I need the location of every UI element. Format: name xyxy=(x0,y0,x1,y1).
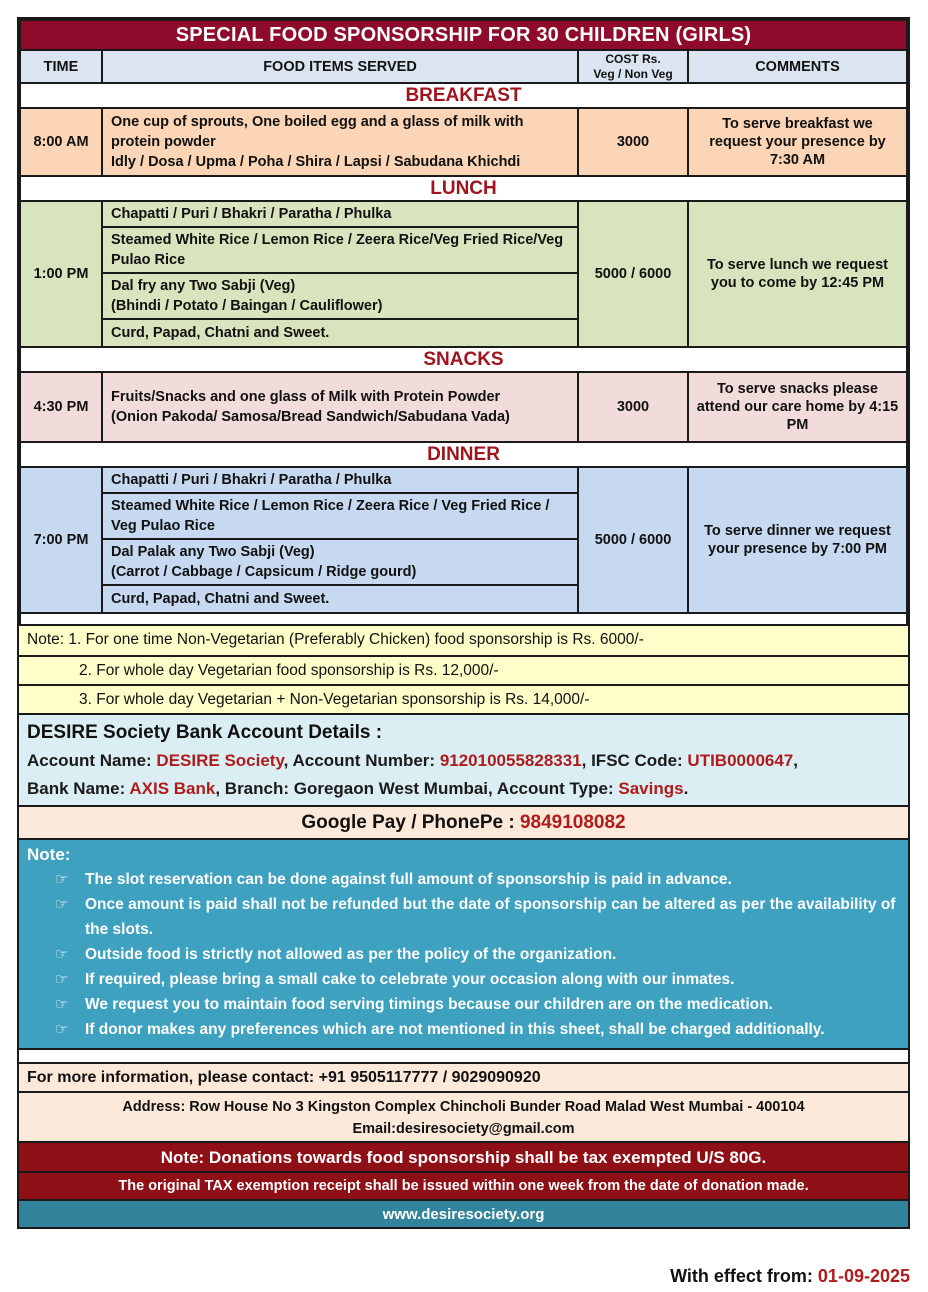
effective-date xyxy=(670,1266,910,1287)
table-row-dinner xyxy=(20,467,907,493)
header-time: TIME xyxy=(20,50,102,83)
snacks-time: 4:30 PM xyxy=(20,372,102,442)
pointing-hand-icon: ☞ xyxy=(55,871,69,888)
bank-name-label: Bank Name: xyxy=(27,779,130,798)
breakfast-comment: To serve breakfast we request your presence by 7:30 AM xyxy=(688,108,907,176)
table-row-breakfast xyxy=(20,108,907,176)
table-row-snacks xyxy=(20,372,907,442)
food-item: Chapatti / Puri / Bhakri / Paratha / Phulka xyxy=(102,201,578,227)
rule-item xyxy=(27,1017,900,1042)
rule-item xyxy=(27,892,900,942)
address: Address: Row House No 3 Kingston Complex Chincholi Bunder Road Malad West Mumbai - 400104 xyxy=(122,1099,805,1115)
bank-details xyxy=(19,713,908,805)
bank-name: AXIS Bank xyxy=(129,779,216,798)
rule-item xyxy=(27,992,900,1017)
bank-title: DESIRE Society Bank Account Details : xyxy=(27,722,383,743)
pointing-hand-icon: ☞ xyxy=(55,896,69,913)
rule-text: If required, please bring a small cake to celebrate your occasion along with our inmates. xyxy=(85,971,735,988)
price-note-3: 3. For whole day Vegetarian + Non-Vegetarian sponsorship is Rs. 14,000/- xyxy=(19,684,908,713)
header-cost-line1: COST Rs. xyxy=(605,51,661,66)
rules-note xyxy=(19,838,908,1048)
account-name: DESIRE Society xyxy=(156,751,284,770)
food-item: Fruits/Snacks and one glass of Milk with Protein Powder xyxy=(111,389,501,405)
section-lunch: LUNCH xyxy=(20,176,907,201)
address-block xyxy=(19,1091,908,1141)
tax-receipt-note: The original TAX exemption receipt shall be issued within one week from the date of donation made. xyxy=(19,1171,908,1199)
food-item-line: (Bhindi / Potato / Baingan / Cauliflower) xyxy=(111,298,383,314)
food-item: (Onion Pakoda/ Samosa/Bread Sandwich/Sabudana Vada) xyxy=(111,409,510,425)
punctuation: , xyxy=(793,751,798,770)
food-item: One cup of sprouts, One boiled egg and a glass of milk with protein powder xyxy=(111,114,524,150)
breakfast-cost: 3000 xyxy=(578,108,688,176)
rules-title: Note: xyxy=(27,845,71,864)
ifsc-code: UTIB0000647 xyxy=(687,751,794,770)
lunch-time: 1:00 PM xyxy=(20,201,102,347)
snacks-cost: 3000 xyxy=(578,372,688,442)
lunch-cost: 5000 / 6000 xyxy=(578,201,688,347)
food-item-line: Dal Palak any Two Sabji (Veg) xyxy=(111,544,315,560)
account-type: Savings xyxy=(618,779,684,798)
header-food: FOOD ITEMS SERVED xyxy=(102,50,578,83)
header-comments: COMMENTS xyxy=(688,50,907,83)
rule-text: We request you to maintain food serving timings because our children are on the medication. xyxy=(85,996,773,1013)
rule-text: Once amount is paid shall not be refunded but the date of sponsorship can be altered as per the availability of the slots. xyxy=(85,896,896,938)
header-cost-line2: Veg / Non Veg xyxy=(593,66,673,81)
gpay-number: 9849108082 xyxy=(519,812,626,833)
food-item: Curd, Papad, Chatni and Sweet. xyxy=(102,319,578,347)
rule-item xyxy=(27,867,900,892)
rule-text: If donor makes any preferences which are not mentioned in this sheet, shall be charged additionally. xyxy=(85,1021,825,1038)
spacer xyxy=(20,613,907,625)
food-item: Idly / Dosa / Upma / Poha / Shira / Lapsi / Sabudana Khichdi xyxy=(111,154,521,170)
breakfast-time: 8:00 AM xyxy=(20,108,102,176)
breakfast-items xyxy=(102,108,578,176)
effective-date-value: 01-09-2025 xyxy=(817,1266,910,1286)
bank-line-1 xyxy=(27,747,900,775)
email: Email:desiresociety@gmail.com xyxy=(352,1121,575,1137)
food-item-line: (Carrot / Cabbage / Capsicum / Ridge gourd) xyxy=(111,564,417,580)
pointing-hand-icon: ☞ xyxy=(55,971,69,988)
food-item: Curd, Papad, Chatni and Sweet. xyxy=(102,585,578,613)
food-item: Steamed White Rice / Lemon Rice / Zeera Rice/Veg Fried Rice/Veg Pulao Rice xyxy=(102,227,578,273)
spacer xyxy=(19,1048,908,1062)
page-title: SPECIAL FOOD SPONSORSHIP FOR 30 CHILDREN (GIRLS) xyxy=(20,20,907,50)
snacks-items xyxy=(102,372,578,442)
effective-date-label: With effect from: xyxy=(670,1266,818,1286)
contact-info: For more information, please contact: +91 9505117777 / 9029090920 xyxy=(19,1062,908,1091)
sponsorship-sheet xyxy=(17,17,910,1229)
rule-item xyxy=(27,942,900,967)
branch-label: , Branch: Goregaon West Mumbai, Account Type: xyxy=(215,779,619,798)
account-number: 912010055828331 xyxy=(439,751,582,770)
pointing-hand-icon: ☞ xyxy=(55,1021,69,1038)
punctuation: . xyxy=(683,779,689,798)
account-name-label: Account Name: xyxy=(27,751,157,770)
pointing-hand-icon: ☞ xyxy=(55,996,69,1013)
table-row-lunch xyxy=(20,201,907,227)
snacks-comment: To serve snacks please attend our care home by 4:15 PM xyxy=(688,372,907,442)
account-number-label: , Account Number: xyxy=(283,751,440,770)
bank-line-2 xyxy=(27,775,900,803)
dinner-time: 7:00 PM xyxy=(20,467,102,613)
tax-exemption-note: Note: Donations towards food sponsorship shall be tax exempted U/S 80G. xyxy=(19,1141,908,1171)
dinner-comment: To serve dinner we request your presence by 7:00 PM xyxy=(688,467,907,613)
food-item xyxy=(102,539,578,585)
section-breakfast: BREAKFAST xyxy=(20,83,907,108)
pointing-hand-icon: ☞ xyxy=(55,946,69,963)
section-dinner: DINNER xyxy=(20,442,907,467)
menu-table xyxy=(19,19,908,626)
header-cost xyxy=(578,50,688,83)
section-snacks: SNACKS xyxy=(20,347,907,372)
food-item-line: Dal fry any Two Sabji (Veg) xyxy=(111,278,296,294)
price-note-1: Note: 1. For one time Non-Vegetarian (Preferably Chicken) food sponsorship is Rs. 6000/- xyxy=(19,626,908,655)
rules-list xyxy=(27,867,900,1042)
rule-text: The slot reservation can be done against full amount of sponsorship is paid in advance. xyxy=(85,871,732,888)
food-item: Chapatti / Puri / Bhakri / Paratha / Phulka xyxy=(102,467,578,493)
food-item: Steamed White Rice / Lemon Rice / Zeera Rice / Veg Fried Rice / Veg Pulao Rice xyxy=(102,493,578,539)
rule-text: Outside food is strictly not allowed as per the policy of the organization. xyxy=(85,946,617,963)
gpay-phonepe xyxy=(19,805,908,838)
ifsc-label: , IFSC Code: xyxy=(581,751,688,770)
rule-item xyxy=(27,967,900,992)
lunch-comment: To serve lunch we request you to come by 12:45 PM xyxy=(688,201,907,347)
website-link[interactable]: www.desiresociety.org xyxy=(19,1199,908,1227)
food-item xyxy=(102,273,578,319)
price-note-2: 2. For whole day Vegetarian food sponsorship is Rs. 12,000/- xyxy=(19,655,908,684)
gpay-label: Google Pay / PhonePe : xyxy=(301,812,520,833)
dinner-cost: 5000 / 6000 xyxy=(578,467,688,613)
